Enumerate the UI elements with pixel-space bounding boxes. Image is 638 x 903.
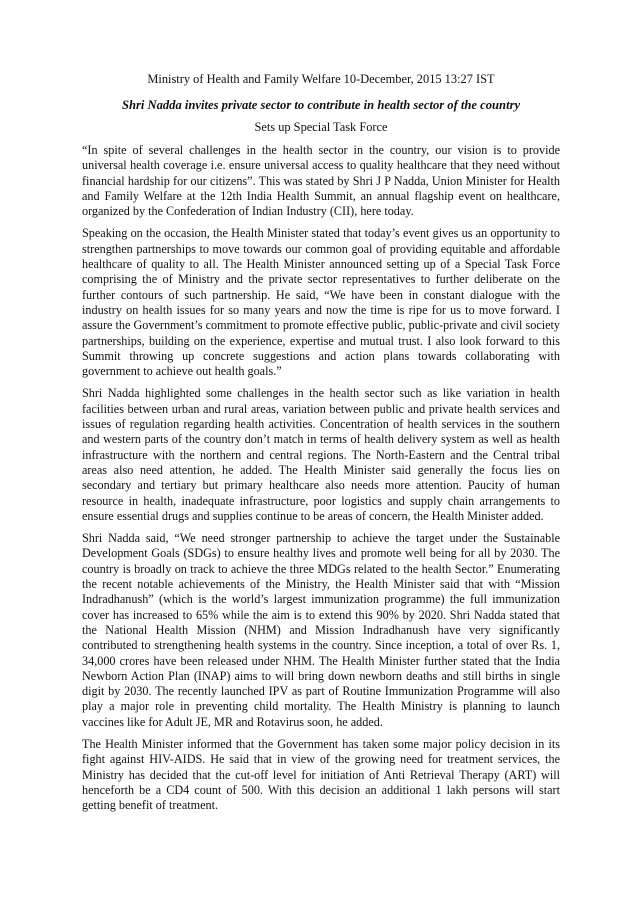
- paragraph: “In spite of several challenges in the health sector in the country, our vision is to provide universal health coverage i.e. ensure universal access to quality healthcare that they need without financial hardship for our citizens”. This was stated by Shri J P Nadda, Union Minister for Health and Family Welfare at the 12th India Health Summit, an annual flagship event on healthcare, organized by the Confederation of Indian Industry (CII), here today.: [82, 143, 560, 219]
- paragraph: The Health Minister informed that the Government has taken some major policy decision in its fight against HIV-AIDS. He said that in view of the growing need for treatment services, the Ministry has decided that the cut-off level for initiation of Anti Retrieval Therapy (ART) will henceforth be a CD4 count of 500. With this decision an additional 1 lakh persons will start getting benefit of treatment.: [82, 736, 560, 813]
- headline: Shri Nadda invites private sector to contribute in health sector of the country: [121, 98, 521, 112]
- paragraph: Speaking on the occasion, the Health Minister stated that today’s event gives us an opportunity to strengthen partnerships to move towards our common goal of providing equitable and affordable healthcare of quality to all. The Health Minister announced setting up of a Special Task Force comprising the of Ministry and the private sector representatives to further deliberate on the further contours of such partnership. He said, “We have been in constant dialogue with the industry on health issues for so many years and now the time is ripe for us to move forward. I assure the Government’s commitment to promote effective public, public-private and civil society partnerships, building on the experience, expertise and mutual trust. I also look forward to this Summit throwing up concrete suggestions and action plans towards collaborating with government to achieve out health goals.”: [82, 226, 560, 379]
- subheadline: Sets up Special Task Force: [254, 120, 388, 134]
- paragraph: Shri Nadda highlighted some challenges in the health sector such as like variation in health facilities between urban and rural areas, variation between public and private health services and issues of regulation regarding health activities. Concentration of health services in the southern and western parts of the country don’t match in terms of health delivery system as well as health infrastructure with the northern and central regions. The North-Eastern and the Central tribal areas also need attention, he added. The Health Minister said generally the focus lies on secondary and tertiary but primary healthcare also needs more attention. Paucity of human resource in health, inadequate infrastructure, poor logistics and supply chain arrangements to ensure essential drugs and supplies continue to be areas of concern, the Health Minister added.: [82, 386, 560, 523]
- paragraph: Shri Nadda said, “We need stronger partnership to achieve the target under the Sustainable Development Goals (SDGs) to ensure healthy lives and promote well being for all by 2030. The country is broadly on track to achieve the three MDGs related to the health Sector.” Enumerating the recent notable achievements of the Ministry, the Health Minister said that with “Mission Indradhanush” (which is the world’s largest immunization programme) the full immunization cover has increased to 65% while the aim is to extend this 90% by 2020. Shri Nadda stated that the National Health Mission (NHM) and Mission Indradhanush have very significantly contributed to strengthening health systems in the country. Since inception, a total of over Rs. 1, 34,000 crores have been released under NHM. The Health Minister further stated that the India Newborn Action Plan (INAP) aims to will bring down newborn deaths and still births in single digit by 2030. The recently launched IPV as part of Routine Immunization Programme will also play a major role in preventing child mortality. The Health Ministry is planning to launch vaccines like for Adult JE, MR and Rotavirus soon, he added.: [82, 531, 560, 729]
- document-page: [82, 72, 560, 820]
- dateline: Ministry of Health and Family Welfare 10-December, 2015 13:27 IST: [147, 72, 495, 86]
